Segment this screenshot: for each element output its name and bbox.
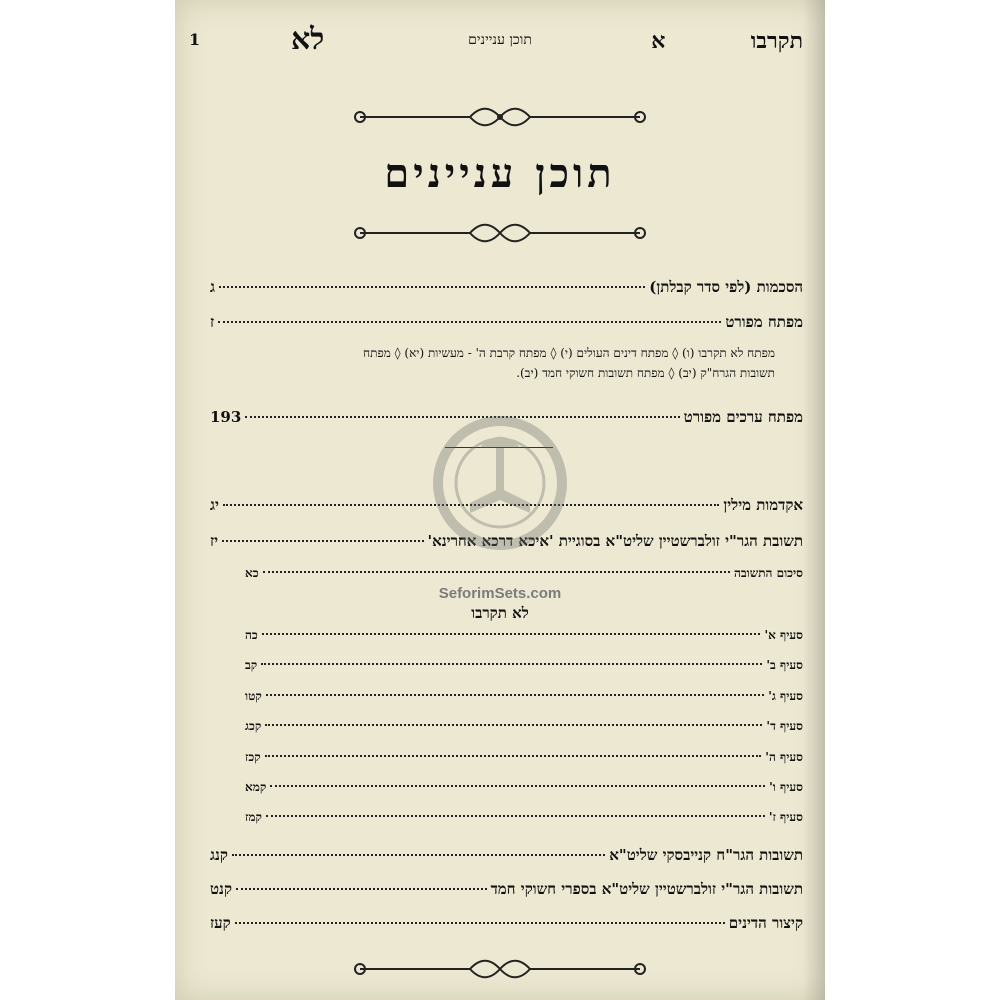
dot-leader xyxy=(270,785,765,787)
toc-entry-page: קנג xyxy=(210,846,228,864)
toc-entry-page: 193 xyxy=(210,408,242,426)
toc-entry-page: ג xyxy=(210,278,215,296)
toc-entry-label: תשובת הגר"י זולברשטיין שליט"א בסוגיית 'איכא דרכא אחרינא' xyxy=(427,532,803,550)
toc-entry-label: סעיף ד' xyxy=(766,719,803,733)
toc-section[interactable] xyxy=(245,658,803,673)
header-book-title xyxy=(651,28,803,54)
toc-section[interactable] xyxy=(245,719,803,734)
toc-entry-page: קטו xyxy=(245,689,262,703)
toc-entry-label: הסכמות (לפי סדר קבלתן) xyxy=(649,278,803,296)
note-line: תשובות הגרח"ק (יב) ◊ מפתח תשובות חשוקי חמד (יב). xyxy=(516,366,775,380)
dot-leader xyxy=(235,922,725,924)
section-subheading: לא תקרבו xyxy=(471,604,529,622)
toc-entry-label: סעיף א' xyxy=(764,628,803,642)
toc-entry[interactable] xyxy=(210,313,803,332)
toc-entry-label: מפתח ערכים מפורט xyxy=(683,408,803,426)
index-list-note xyxy=(210,343,775,383)
dot-leader xyxy=(261,663,762,665)
toc-entry-page: יג xyxy=(210,496,219,514)
toc-section[interactable] xyxy=(245,689,803,704)
header-book-name: תקרבו xyxy=(750,28,803,54)
dot-leader xyxy=(218,321,721,323)
page-title: תוכן עניינים xyxy=(384,150,616,197)
ornament-top xyxy=(350,104,650,130)
toc-entry-page: קכז xyxy=(245,750,261,764)
toc-entry-page: ז xyxy=(210,313,215,331)
toc-entry-label: סעיף ב' xyxy=(766,658,803,672)
toc-entry-page: כה xyxy=(245,628,258,642)
book-page xyxy=(175,0,825,1000)
dot-leader xyxy=(219,286,645,288)
dot-leader xyxy=(266,694,764,696)
toc-section[interactable] xyxy=(245,780,803,795)
note-line: מפתח לא תקרבו (ו) ◊ מפתח דינים העולים (י) ◊ מפתח קרבת ה' - מעשיות (יא) ◊ מפתח xyxy=(363,346,775,360)
toc-entry[interactable] xyxy=(210,846,803,865)
toc-entry-label: תשובות הגר"י זולברשטיין שליט"א בספרי חשוקי חמד xyxy=(490,880,803,898)
dot-leader xyxy=(236,888,487,890)
toc-entry[interactable] xyxy=(210,880,803,899)
dot-leader xyxy=(262,633,761,635)
toc-entry-label: סעיף ה' xyxy=(765,750,803,764)
dot-leader xyxy=(222,540,423,542)
dot-leader xyxy=(232,854,605,856)
toc-entry-label: סעיף ז' xyxy=(768,810,803,824)
watermark-text: SeforimSets.com xyxy=(438,585,562,602)
header-page-number: 1 xyxy=(189,30,201,49)
toc-entry-label: אקדמות מילין xyxy=(723,496,803,514)
header-book-page: א xyxy=(651,28,666,54)
toc-entry-page: קב xyxy=(245,658,258,672)
toc-entry-page: קנט xyxy=(210,880,232,898)
toc-entry-page: קעז xyxy=(210,914,231,932)
toc-section[interactable] xyxy=(245,628,803,643)
toc-section[interactable] xyxy=(245,750,803,765)
toc-entry-label: סעיף ג' xyxy=(768,689,803,703)
toc-entry[interactable] xyxy=(210,278,803,297)
running-header xyxy=(175,22,825,64)
ornament-bottom xyxy=(350,956,650,982)
toc-entry[interactable] xyxy=(210,914,803,933)
toc-entry-label: סיכום התשובה xyxy=(733,566,803,580)
toc-entry-label: מפתח מפורט xyxy=(725,313,803,331)
header-section-symbol: לא xyxy=(291,22,325,57)
toc-entry-page: קמז xyxy=(245,810,262,824)
toc-entry-label: סעיף ו' xyxy=(769,780,803,794)
ornament-title-bottom xyxy=(350,220,650,246)
toc-entry-label: תשובות הגר"ח קנייבסקי שליט"א xyxy=(609,846,803,864)
toc-entry-label: קיצור הדינים xyxy=(728,914,803,932)
toc-entry-page: קמא xyxy=(245,780,267,794)
dot-leader xyxy=(265,724,762,726)
dot-leader xyxy=(266,815,765,817)
toc-section[interactable] xyxy=(245,810,803,825)
toc-entry-page: כא xyxy=(245,566,259,580)
dot-leader xyxy=(265,755,762,757)
toc-entry-page: יז xyxy=(210,532,219,550)
watermark-logo-icon xyxy=(430,388,570,588)
toc-entry-page: קכג xyxy=(245,719,262,733)
header-center-text: תוכן עניינים xyxy=(468,32,532,48)
